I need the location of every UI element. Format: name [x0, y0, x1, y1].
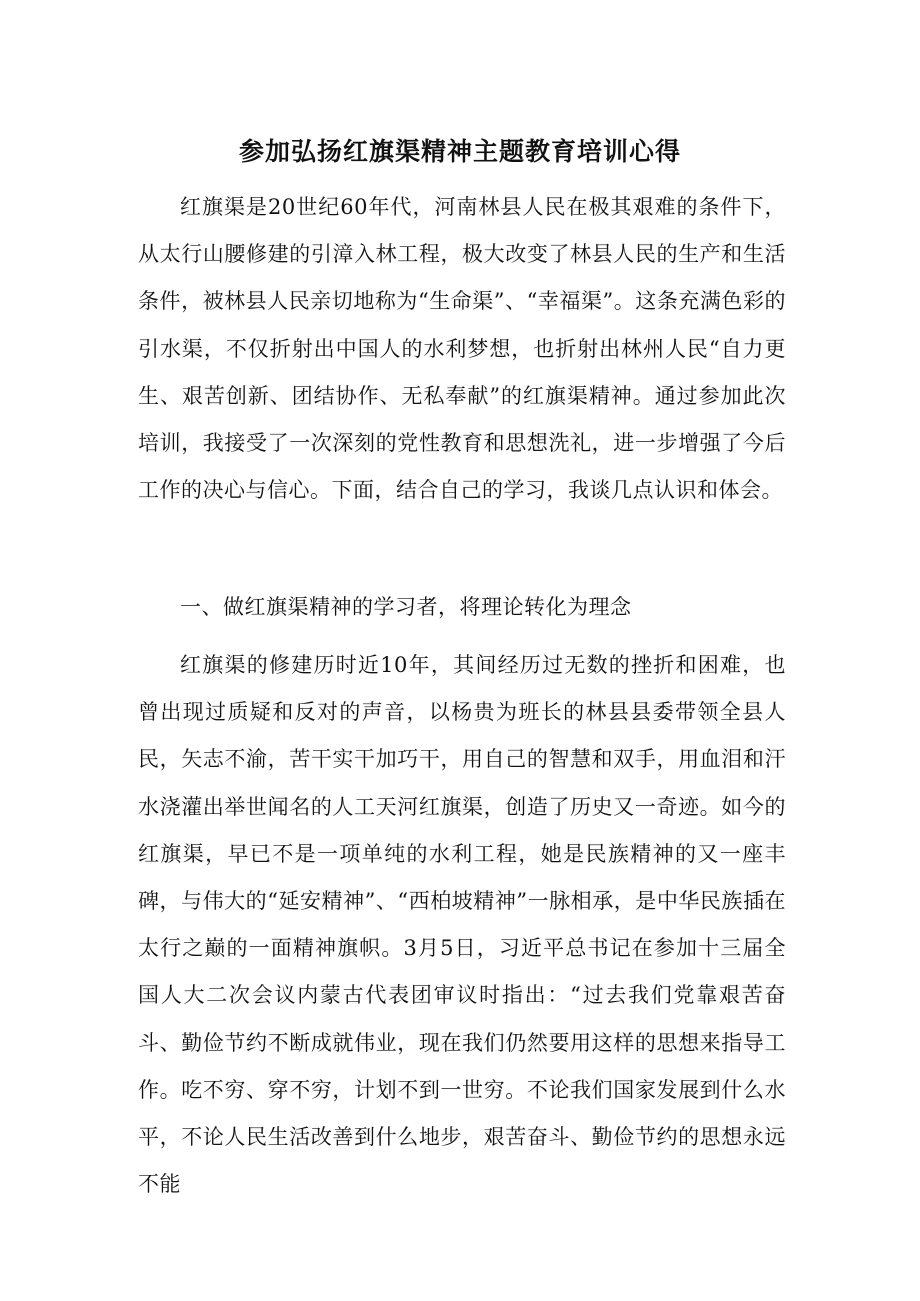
paragraph-intro: 红旗渠是20世纪60年代，河南林县人民在极其艰难的条件下，从太行山腰修建的引漳入林工程，极大改变了林县人民的生产和生活条件，被林县人民亲切地称为“生命渠”、“幸福渠”。这条充满色彩的引水渠，不仅折射出中国人的水利梦想，也折射出林州人民“自力更生、艰苦创新、团结协作、无私奉献”的红旗渠精神。通过参加此次培训，我接受了一次深刻的党性教育和思想洗礼，进一步增强了今后工作的决心与信心。下面，结合自己的学习，我谈几点认识和体会。	[138, 195, 786, 503]
paragraph-section-1: 红旗渠的修建历时近10年，其间经历过无数的挫折和困难，也曾出现过质疑和反对的声音，以杨贵为班长的林县县委带领全县人民，矢志不渝，苦干实干加巧干，用自己的智慧和双手，用血泪和汗水浇灌出举世闻名的人工天河红旗渠，创造了历史又一奇迹。如今的红旗渠，早已不是一项单纯的水利工程，她是民族精神的又一座丰碑，与伟大的“延安精神”、“西柏坡精神”一脉相承，是中华民族插在太行之巅的一面精神旗帜。3月5日，习近平总书记在参加十三届全国人大二次会议内蒙古代表团审议时指出：“过去我们党靠艰苦奋斗、勤俭节约不断成就伟业，现在我们仍然要用这样的思想来指导工作。吃不穷、穿不穷，计划不到一世穷。不论我们国家发展到什么水平，不论人民生活改善到什么地步，艰苦奋斗、勤俭节约的思想永远不能	[138, 653, 786, 1197]
document-title: 参加弘扬红旗渠精神主题教育培训心得	[238, 137, 681, 166]
section-heading: 一、做红旗渠精神的学习者，将理论转化为理念	[180, 595, 632, 619]
